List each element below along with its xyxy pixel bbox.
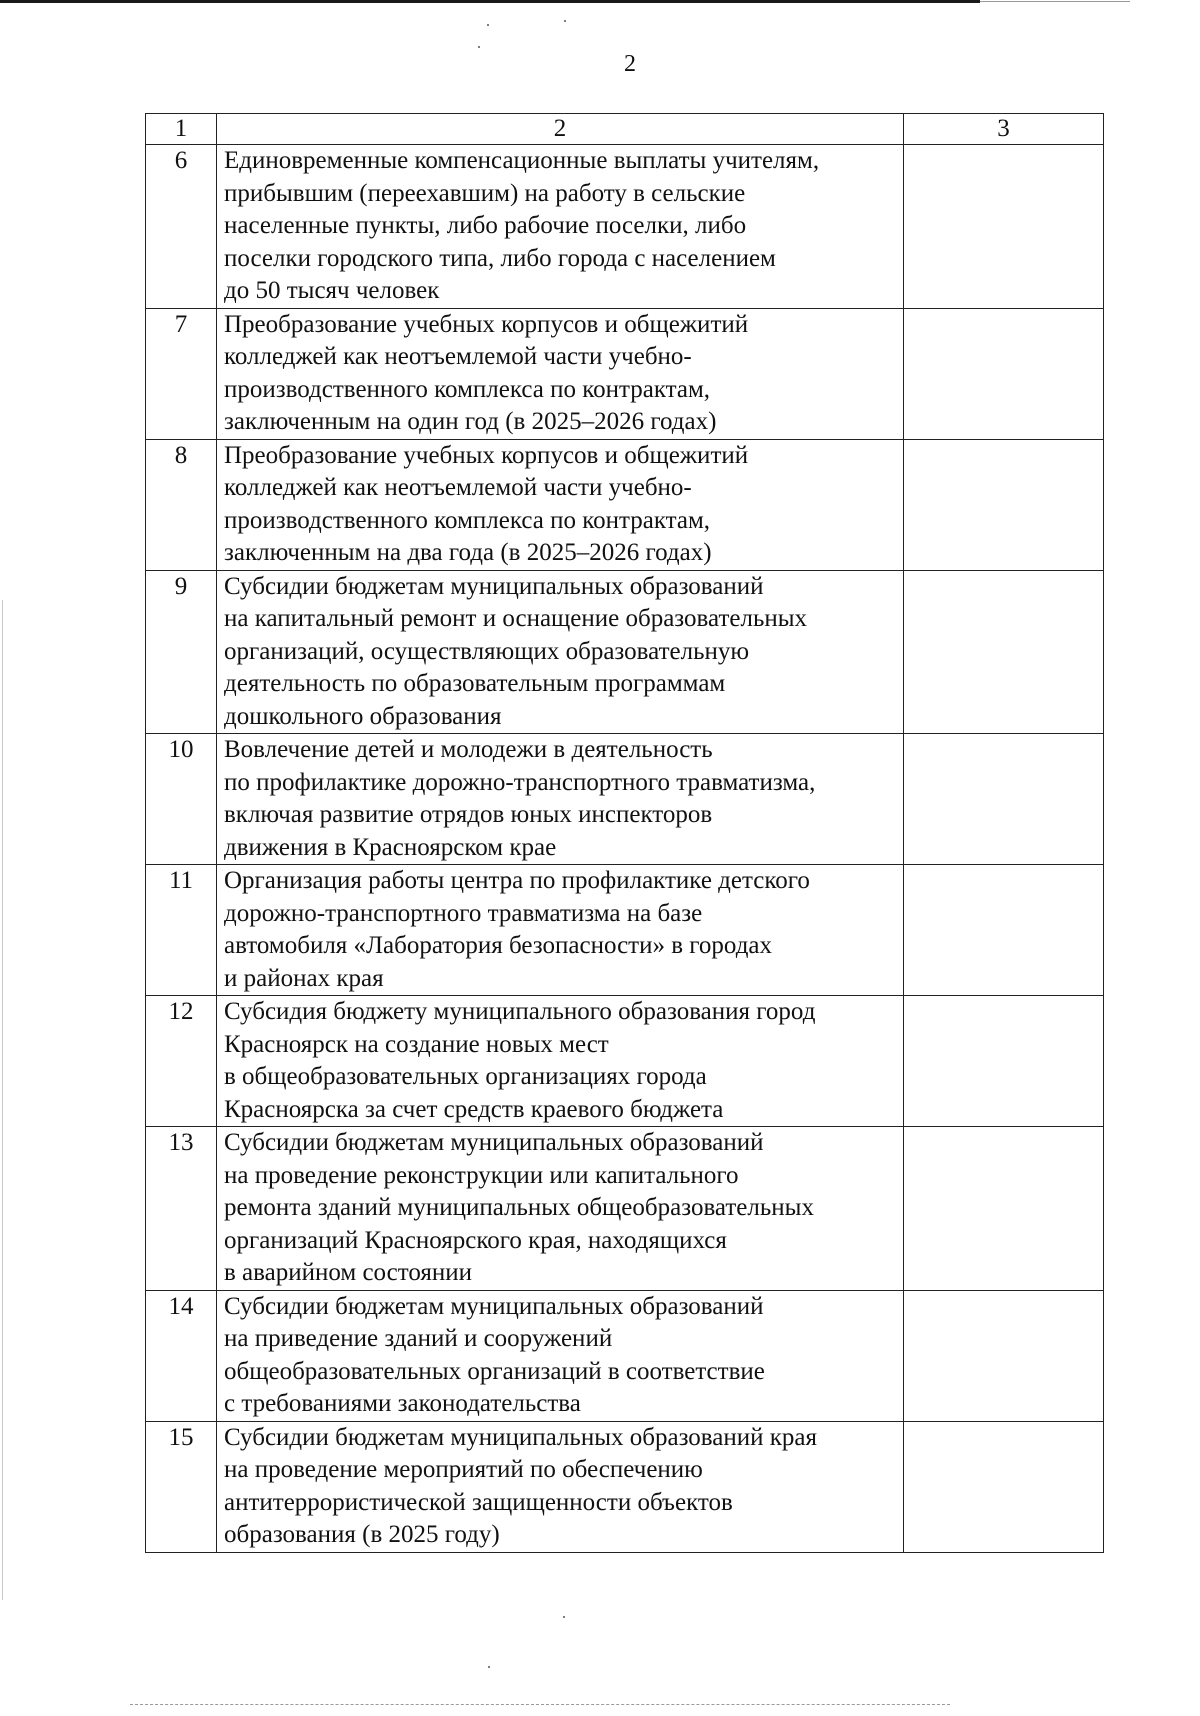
description-line: организаций, осуществляющих образовательную	[224, 637, 750, 665]
table-row	[146, 308, 1104, 439]
description-line: Единовременные компенсационные выплаты учителям,	[224, 147, 820, 174]
description-line: с требованиями законодательства	[224, 1390, 581, 1417]
row-description-cell	[217, 865, 904, 996]
bottom-border-line	[130, 1704, 950, 1706]
table-row	[146, 734, 1104, 865]
row-number-cell: 15	[146, 1421, 217, 1552]
description-line: населенные пункты, либо рабочие поселки, либо	[224, 212, 747, 239]
row-description-cell	[217, 570, 904, 734]
description-line: антитеррористической защищенности объектов	[224, 1488, 733, 1516]
top-border-line	[0, 0, 980, 3]
row-number-cell: 13	[146, 1127, 217, 1291]
description-line: на проведение мероприятий по обеспечению	[224, 1456, 703, 1483]
row-description-cell	[217, 439, 904, 570]
scan-speck	[478, 46, 480, 48]
scan-speck	[488, 1666, 490, 1668]
table-row	[146, 145, 1104, 309]
description-line: поселки городского типа, либо города с населением	[224, 244, 776, 272]
description-line: Организация работы центра по профилактике детского	[224, 867, 810, 894]
left-margin-line	[2, 600, 3, 1600]
table-row	[146, 439, 1104, 570]
page-number: 2	[624, 51, 636, 77]
row-number-cell: 12	[146, 996, 217, 1127]
description-line: образования (в 2025 году)	[224, 1521, 500, 1548]
row-number-cell: 11	[146, 865, 217, 996]
description-line: колледжей как неотъемлемой части учебно-	[224, 474, 692, 501]
row-empty-cell	[904, 570, 1104, 734]
row-description-cell	[217, 996, 904, 1127]
description-line: Субсидии бюджетам муниципальных образований	[224, 1292, 764, 1320]
row-number-cell: 14	[146, 1290, 217, 1421]
table-header-row	[146, 114, 1104, 145]
table-row	[146, 570, 1104, 734]
row-description-cell	[217, 145, 904, 309]
description-line: в аварийном состоянии	[224, 1259, 473, 1286]
document-table	[145, 113, 1104, 1553]
description-line: на приведение зданий и сооружений	[224, 1325, 613, 1352]
description-line: Преобразование учебных корпусов и общежитий	[224, 441, 749, 469]
description-line: колледжей как неотъемлемой части учебно-	[224, 343, 692, 370]
description-line: на капитальный ремонт и оснащение образовательных	[224, 605, 808, 632]
description-line: ремонта зданий муниципальных общеобразовательных	[224, 1194, 814, 1221]
description-line: дорожно-транспортного травматизма на базе	[224, 899, 703, 927]
row-description-cell	[217, 308, 904, 439]
row-empty-cell	[904, 1421, 1104, 1552]
description-line: заключенным на один год (в 2025–2026 годах)	[224, 408, 717, 435]
scan-speck	[563, 1616, 565, 1618]
table-row	[146, 996, 1104, 1127]
row-number-cell: 9	[146, 570, 217, 734]
row-number-cell: 8	[146, 439, 217, 570]
row-description-cell	[217, 1290, 904, 1421]
description-line: Субсидии бюджетам муниципальных образований	[224, 1129, 764, 1156]
row-number-cell: 10	[146, 734, 217, 865]
description-line: заключенным на два года (в 2025–2026 годах)	[224, 539, 712, 566]
description-line: в общеобразовательных организациях города	[224, 1063, 707, 1090]
description-line: общеобразовательных организаций в соответствие	[224, 1357, 765, 1385]
description-line: Красноярск на создание новых мест	[224, 1030, 609, 1058]
description-line: Преобразование учебных корпусов и общежитий	[224, 310, 749, 338]
row-empty-cell	[904, 308, 1104, 439]
row-number-cell: 6	[146, 145, 217, 309]
header-cell-1: 1	[146, 114, 217, 145]
header-cell-3: 3	[904, 114, 1104, 145]
description-line: автомобиля «Лаборатория безопасности» в городах	[224, 932, 773, 959]
description-line: организаций Красноярского края, находящихся	[224, 1226, 727, 1254]
description-line: прибывшим (переехавшим) на работу в сельские	[224, 179, 746, 207]
table-row	[146, 1127, 1104, 1291]
description-line: производственного комплекса по контрактам,	[224, 506, 711, 534]
row-description-cell	[217, 1421, 904, 1552]
description-line: Субсидии бюджетам муниципальных образований края	[224, 1423, 818, 1451]
description-line: производственного комплекса по контрактам,	[224, 375, 711, 403]
row-empty-cell	[904, 145, 1104, 309]
row-empty-cell	[904, 439, 1104, 570]
row-number-cell: 7	[146, 308, 217, 439]
table-row	[146, 1290, 1104, 1421]
description-line: дошкольного образования	[224, 702, 502, 730]
row-empty-cell	[904, 865, 1104, 996]
description-line: на проведение реконструкции или капитального	[224, 1161, 739, 1189]
description-line: до 50 тысяч человек	[224, 277, 440, 304]
row-empty-cell	[904, 1290, 1104, 1421]
row-empty-cell	[904, 1127, 1104, 1291]
row-empty-cell	[904, 734, 1104, 865]
description-line: движения в Красноярском крае	[224, 833, 557, 861]
table-row	[146, 865, 1104, 996]
row-description-cell	[217, 1127, 904, 1291]
description-line: Субсидия бюджету муниципального образования город	[224, 998, 816, 1025]
description-line: Вовлечение детей и молодежи в деятельность	[224, 736, 713, 763]
description-line: Субсидии бюджетам муниципальных образований	[224, 572, 764, 600]
description-line: и районах края	[224, 964, 384, 992]
header-cell-2: 2	[217, 114, 904, 145]
description-line: деятельность по образовательным программам	[224, 670, 726, 697]
top-border-line-faint	[980, 1, 1130, 2]
description-line: Красноярска за счет средств краевого бюджета	[224, 1095, 724, 1123]
row-description-cell	[217, 734, 904, 865]
row-empty-cell	[904, 996, 1104, 1127]
table-body	[146, 114, 1104, 1553]
scan-speck	[564, 20, 566, 22]
scan-speck	[487, 24, 489, 26]
description-line: по профилактике дорожно-транспортного травматизма,	[224, 768, 816, 796]
description-line: включая развитие отрядов юных инспекторов	[224, 801, 713, 828]
table-row	[146, 1421, 1104, 1552]
